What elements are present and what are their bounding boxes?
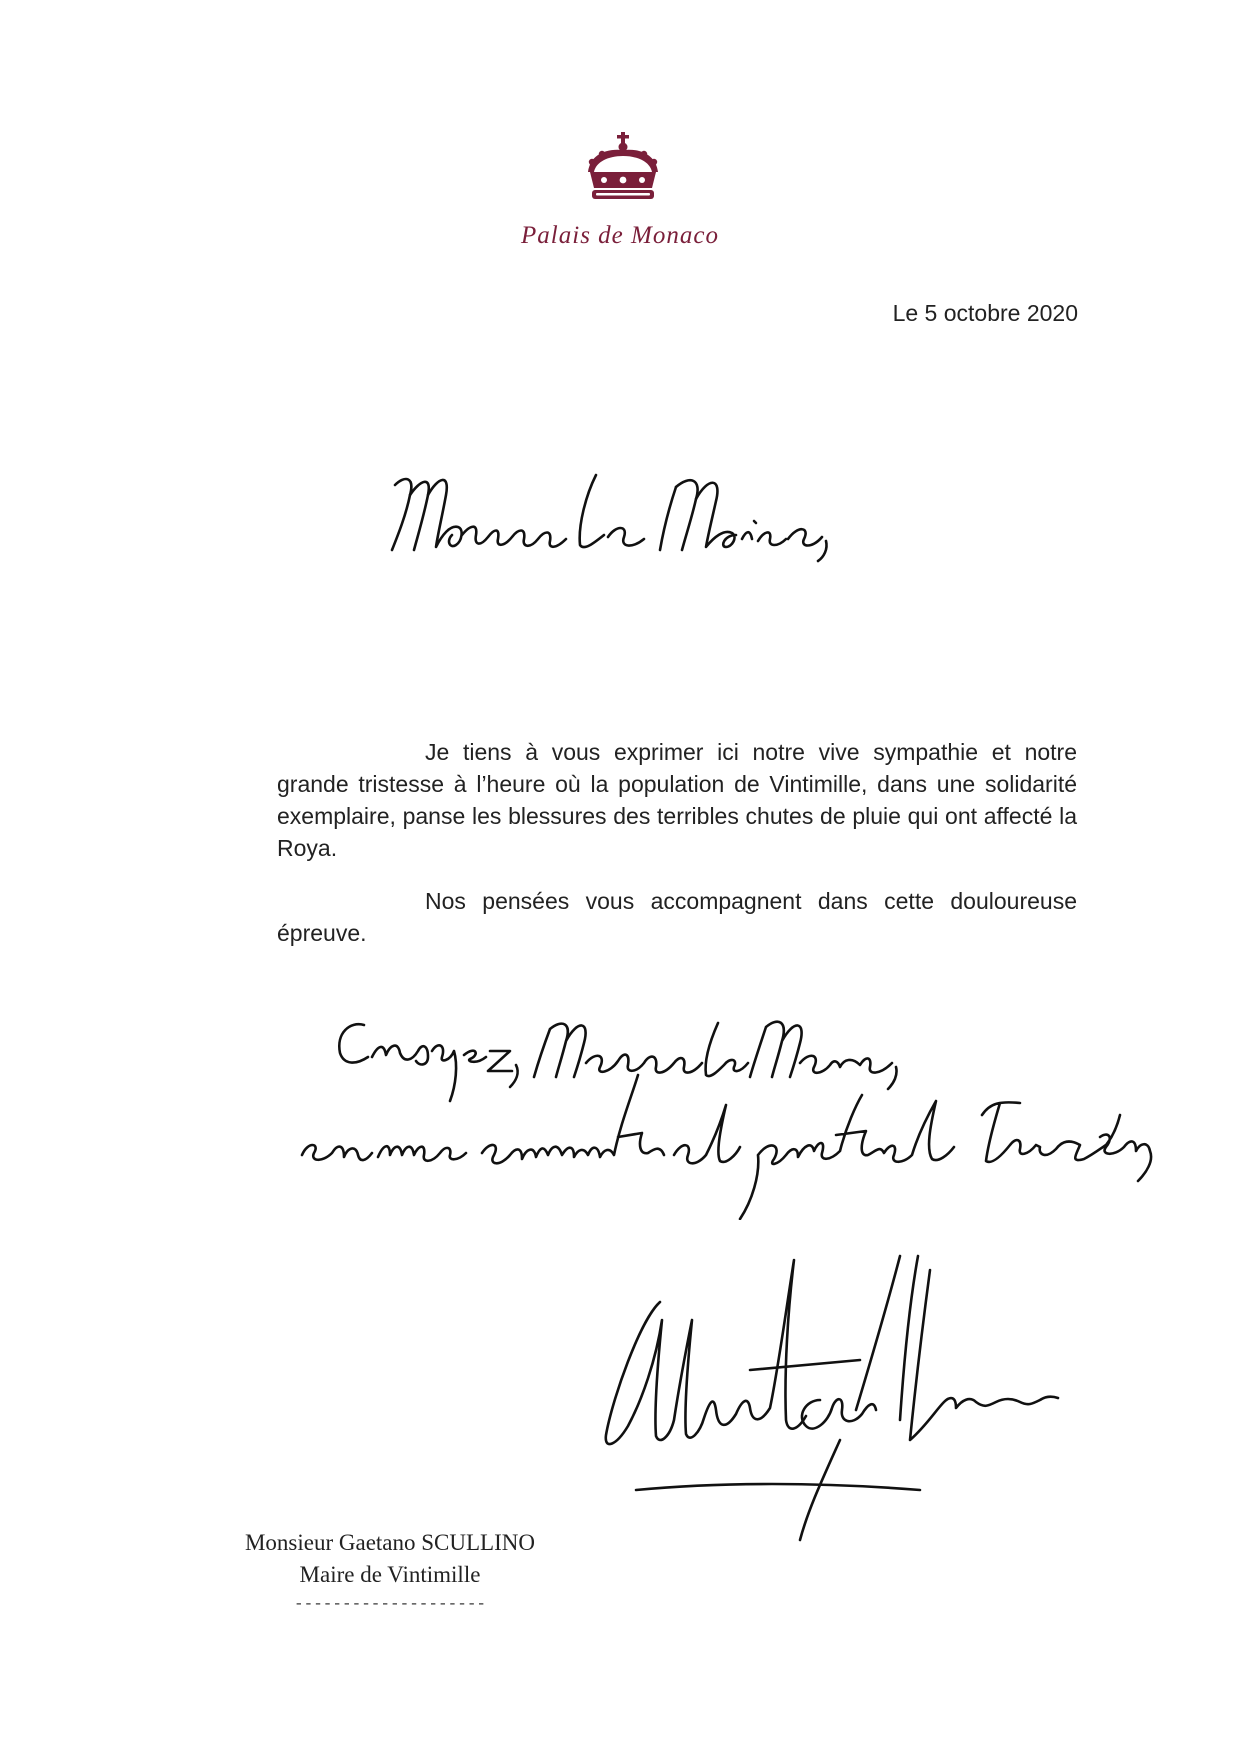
- body-paragraph-1: [277, 736, 1077, 864]
- body-paragraph-2-text: Nos pensées vous accompagnent dans cette douloureuse épreuve.: [277, 888, 1077, 946]
- recipient-rule: --------------------: [293, 1595, 487, 1613]
- letter-date: Le 5 octobre 2020: [892, 300, 1078, 326]
- body-paragraph-1-text: Je tiens à vous exprimer ici notre vive sympathie et notre grande tristesse à l’heure où la population de Vintimille, dans une solidarité exemplaire, panse les blessures des terribles chutes de pluie qui ont affecté la Roya.: [277, 739, 1077, 861]
- handwritten-salutation: [380, 455, 840, 565]
- recipient-title: Maire de Vintimille: [299, 1562, 481, 1587]
- recipient-name: Monsieur Gaetano SCULLINO: [244, 1530, 535, 1555]
- handwritten-closing: [300, 1005, 1160, 1220]
- letterhead-name: Palais de Monaco: [521, 222, 719, 249]
- body-paragraph-2: [277, 885, 1077, 949]
- crown-icon: [582, 132, 664, 202]
- recipient-block: [200, 1527, 580, 1617]
- signature: [600, 1250, 1120, 1545]
